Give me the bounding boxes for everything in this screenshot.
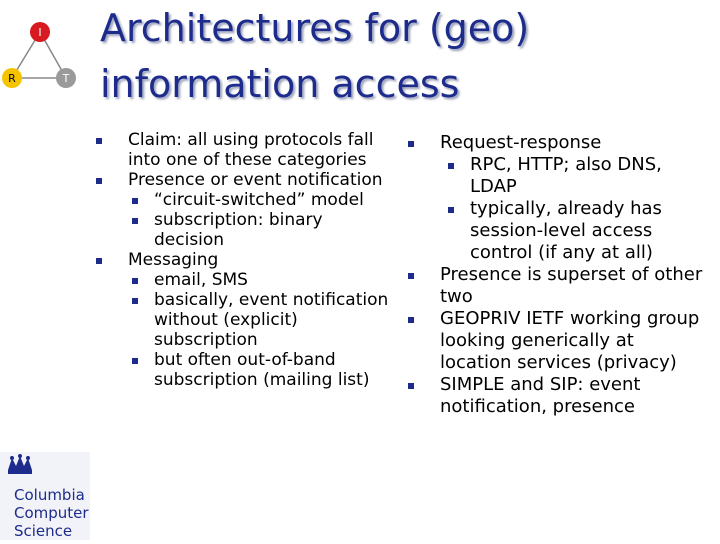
bullet-text: SIMPLE and SIP: event notification, presence [440,374,641,417]
bullet-icon [448,207,454,213]
sub-bullet-item [96,270,396,290]
bullet-text: Messaging [128,250,219,270]
bullet-icon [132,218,138,224]
sub-bullet-item [408,154,708,198]
sub-bullet-item [96,290,396,350]
bullet-text: subscription: binary decision [154,210,323,250]
logo-text-line-1: Columbia [14,486,85,504]
bullet-item [96,170,396,190]
right-column [408,132,708,418]
bullet-item [408,374,708,418]
sub-bullet-item [96,190,396,210]
bullet-icon [408,141,414,147]
bullet-icon [448,163,454,169]
bullet-text: Request-response [440,132,602,153]
columbia-logo-text [14,486,89,540]
logo-text-line-3: Science [14,522,73,540]
sub-bullet-item [96,350,396,390]
bullet-icon [96,178,102,184]
title-line-1: Architectures for (geo) [100,6,530,50]
right-bullet-list [408,132,708,418]
logo-letter-r: R [8,72,16,85]
title-line-2: information access [100,62,460,106]
bullet-text: Presence is superset of other two [440,264,703,307]
logo-letter-i: I [38,26,42,39]
bullet-icon [96,258,102,264]
left-column [96,130,396,390]
bullet-text: “circuit-switched” model [154,190,364,210]
bullet-item [96,250,396,270]
bullet-item [96,130,396,170]
bullet-icon [132,198,138,204]
bullet-icon [408,383,414,389]
bullet-item [408,132,708,154]
logo-letter-t: T [62,72,70,85]
bullet-icon [408,317,414,323]
bullet-icon [132,358,138,364]
bullet-icon [96,138,102,144]
sub-bullet-item [408,198,708,264]
bullet-text: email, SMS [154,270,248,290]
logo-text-line-2: Computer [14,504,89,522]
bullet-text: Presence or event notification [128,170,383,190]
bullet-icon [408,273,414,279]
bullet-item [408,308,708,374]
bullet-text: Claim: all using protocols fall into one of these categories [128,130,374,170]
bullet-text: RPC, HTTP; also DNS, LDAP [470,154,662,197]
left-bullet-list [96,130,396,390]
bullet-icon [132,278,138,284]
bullet-text: but often out-of-band subscription (mailing list) [154,350,370,390]
slide-title [100,0,660,112]
bullet-text: basically, event notification without (explicit) subscription [154,290,389,350]
irt-logo [0,14,90,94]
sub-bullet-item [96,210,396,250]
bullet-icon [132,298,138,304]
bullet-text: GEOPRIV IETF working group looking generically at location services (privacy) [440,308,700,373]
bullet-item [408,264,708,308]
bullet-text: typically, already has session-level access control (if any at all) [470,198,662,263]
